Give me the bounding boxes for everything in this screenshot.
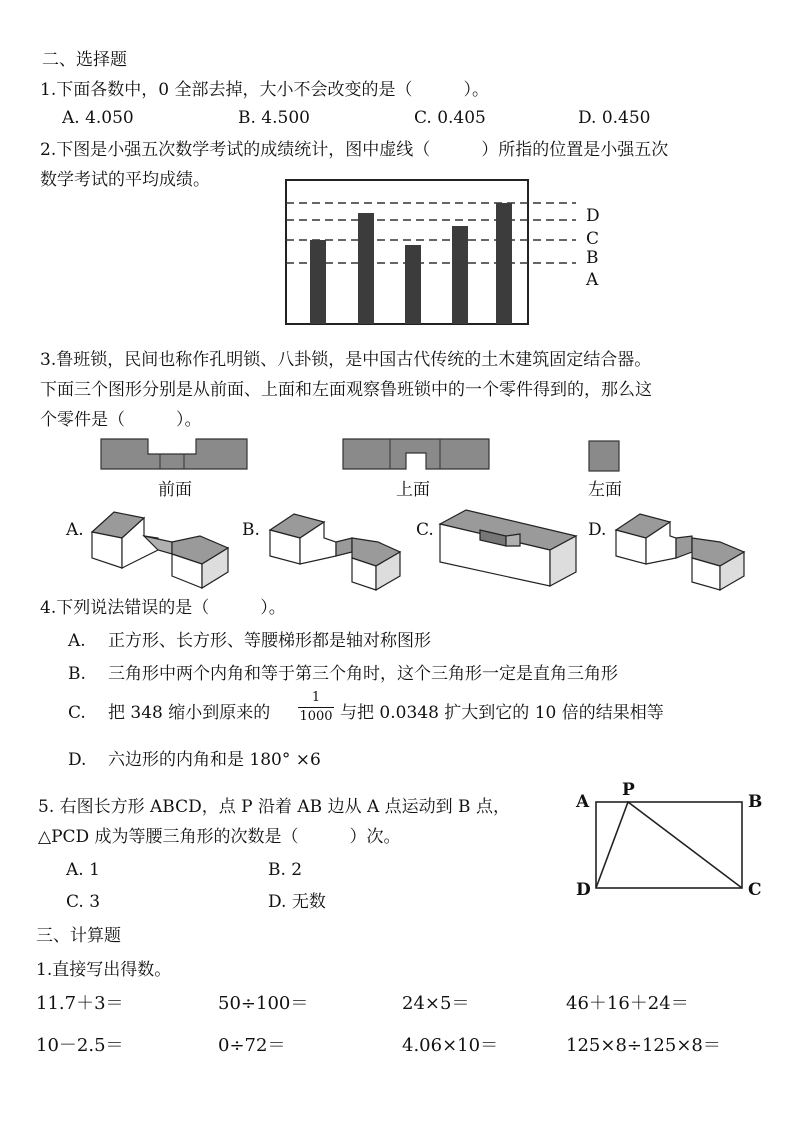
q5-option-a: A. 1 — [66, 860, 100, 880]
q3-part-c-figure — [436, 506, 586, 590]
section-heading-calc: 三、计算题 — [36, 926, 121, 946]
q4-option-b-letter: B. — [68, 664, 86, 684]
q3-part-b-figure — [266, 508, 416, 592]
q1-option-a: A. 4.050 — [62, 108, 134, 128]
q3-choice-c-letter: C. — [416, 520, 434, 540]
top-view-figure — [342, 438, 492, 472]
q4-option-d-letter: D. — [68, 750, 87, 770]
calc-item-3: 24×5＝ — [402, 993, 470, 1014]
bar-3 — [405, 245, 421, 324]
q3-choice-d-letter: D. — [588, 520, 607, 540]
point-label-a: A — [576, 792, 590, 812]
chart-label-b: B — [586, 248, 599, 268]
q4-option-a-letter: A. — [68, 631, 86, 651]
question-3-line2: 下面三个图形分别是从前面、上面和左面观察鲁班锁中的一个零件得到的，那么这 — [40, 380, 652, 400]
q1-option-c: C. 0.405 — [414, 108, 486, 128]
q3-choice-b-letter: B. — [242, 520, 260, 540]
left-view-label: 左面 — [588, 480, 622, 500]
q5-option-d: D. 无数 — [268, 892, 326, 912]
bar-4 — [452, 226, 468, 324]
q4-option-c-pre: 把 348 缩小到原来的 — [108, 703, 271, 723]
chart-label-d: D — [586, 206, 600, 226]
calc-item-4: 46＋16＋24＝ — [566, 993, 689, 1014]
score-bar-chart — [284, 178, 604, 328]
bar-5 — [496, 203, 512, 324]
question-1-stem: 1.下面各数中，0 全部去掉，大小不会改变的是（ ）。 — [40, 80, 489, 100]
q4-option-c-letter: C. — [68, 703, 86, 723]
fraction-bar — [298, 707, 334, 708]
q5-option-b: B. 2 — [268, 860, 303, 880]
calc-item-1: 11.7＋3＝ — [36, 993, 124, 1014]
question-5-line2: △PCD 成为等腰三角形的次数是（ ）次。 — [38, 827, 401, 847]
fraction-denominator: 1000 — [299, 709, 333, 724]
q4-option-a-text: 正方形、长方形、等腰梯形都是轴对称图形 — [108, 631, 431, 651]
calc-item-5: 10－2.5＝ — [36, 1035, 124, 1056]
q4-option-b-text: 三角形中两个内角和等于第三个角时，这个三角形一定是直角三角形 — [108, 664, 618, 684]
q3-part-a-figure — [88, 506, 238, 590]
left-view-figure — [588, 440, 622, 474]
chart-label-c: C — [586, 229, 600, 249]
q3-choice-a-letter: A. — [66, 520, 84, 540]
question-2-stem-line2: 数学考试的平均成绩。 — [40, 170, 210, 190]
question-4-stem: 4.下列说法错误的是（ ）。 — [40, 598, 286, 618]
question-3-line1: 3.鲁班锁，民间也称作孔明锁、八卦锁，是中国古代传统的土木建筑固定结合器。 — [40, 350, 652, 370]
bar-2 — [358, 213, 374, 324]
point-label-p: P — [622, 780, 635, 800]
front-view-label: 前面 — [158, 480, 192, 500]
question-2-stem-line1: 2.下图是小强五次数学考试的成绩统计，图中虚线（ ）所指的位置是小强五次 — [40, 140, 669, 160]
calc-item-6: 0÷72＝ — [218, 1035, 286, 1056]
top-view-label: 上面 — [396, 480, 430, 500]
point-label-c: C — [748, 880, 762, 900]
q4-option-d-text: 六边形的内角和是 180° ×6 — [108, 750, 321, 770]
calc-subheading: 1.直接写出得数。 — [36, 960, 172, 980]
fraction-numerator: 1 — [311, 690, 321, 705]
chart-label-a: A — [586, 270, 599, 290]
q4-fraction — [296, 690, 336, 725]
section-heading-choice: 二、选择题 — [42, 50, 127, 70]
question-3-line3: 个零件是（ ）。 — [40, 410, 202, 430]
bar-1 — [310, 240, 326, 324]
q1-option-d: D. 0.450 — [578, 108, 651, 128]
calc-item-7: 4.06×10＝ — [402, 1035, 499, 1056]
point-label-d: D — [576, 880, 591, 900]
q5-option-c: C. 3 — [66, 892, 101, 912]
question-5-line1: 5. 右图长方形 ABCD，点 P 沿着 AB 边从 A 点运动到 B 点， — [38, 797, 510, 817]
calc-item-8: 125×8÷125×8＝ — [566, 1035, 721, 1056]
calc-item-2: 50÷100＝ — [218, 993, 309, 1014]
q1-option-b: B. 4.500 — [238, 108, 310, 128]
q4-option-c-post: 与把 0.0348 扩大到它的 10 倍的结果相等 — [340, 703, 664, 723]
point-label-b: B — [748, 792, 763, 812]
front-view-figure — [100, 438, 250, 472]
q3-part-d-figure — [612, 508, 762, 592]
rectangle-abcd-figure — [594, 798, 746, 894]
